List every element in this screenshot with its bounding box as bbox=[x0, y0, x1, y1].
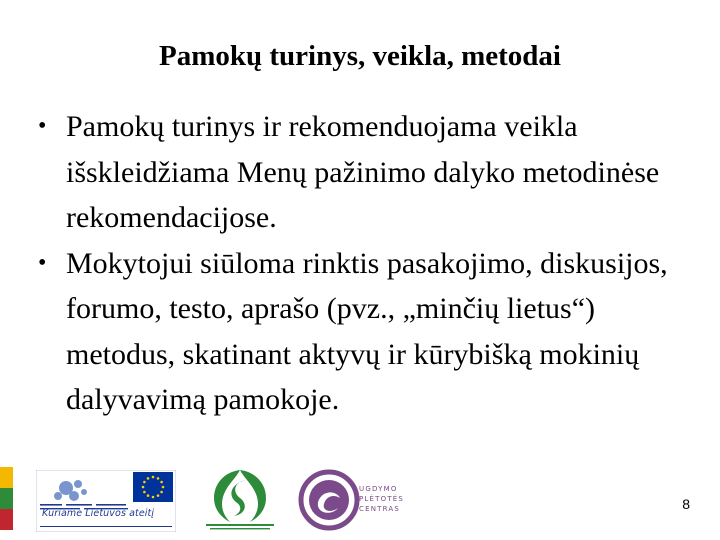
bullet-icon: • bbox=[38, 113, 47, 139]
eu-flag-icon bbox=[133, 472, 173, 502]
bullet-icon: • bbox=[38, 249, 47, 276]
education-fund-logo-icon bbox=[200, 466, 280, 532]
uppc-logo-text: UGDYMO PLĖTOTĖS CENTRAS bbox=[359, 485, 405, 513]
lithuanian-flag-icon bbox=[0, 467, 13, 530]
slide-title: Pamokų turinys, veikla, metodai bbox=[159, 40, 561, 72]
bullet-text: Mokytojui siūloma rinktis pasakojimo, diskusijos, forumo, testo, aprašo (pvz., „minčių lietus“) metodus, skatinant aktyvų ir kūrybišką mokinių dalyvavimą pamokoje. bbox=[66, 246, 668, 416]
bullet-text: Pamokų turinys ir rekomenduojama veikla išskleidžiama Menų pažinimo dalyko metodinėse rekomendacijose. bbox=[66, 110, 660, 234]
esf-slogan: Kuriame Lietuvos ateitį bbox=[42, 508, 155, 519]
bullet-list bbox=[38, 104, 698, 423]
bullet-item bbox=[38, 104, 698, 241]
footer-logos bbox=[0, 462, 720, 540]
bullet-item bbox=[38, 241, 698, 423]
page-number: 8 bbox=[682, 496, 690, 512]
